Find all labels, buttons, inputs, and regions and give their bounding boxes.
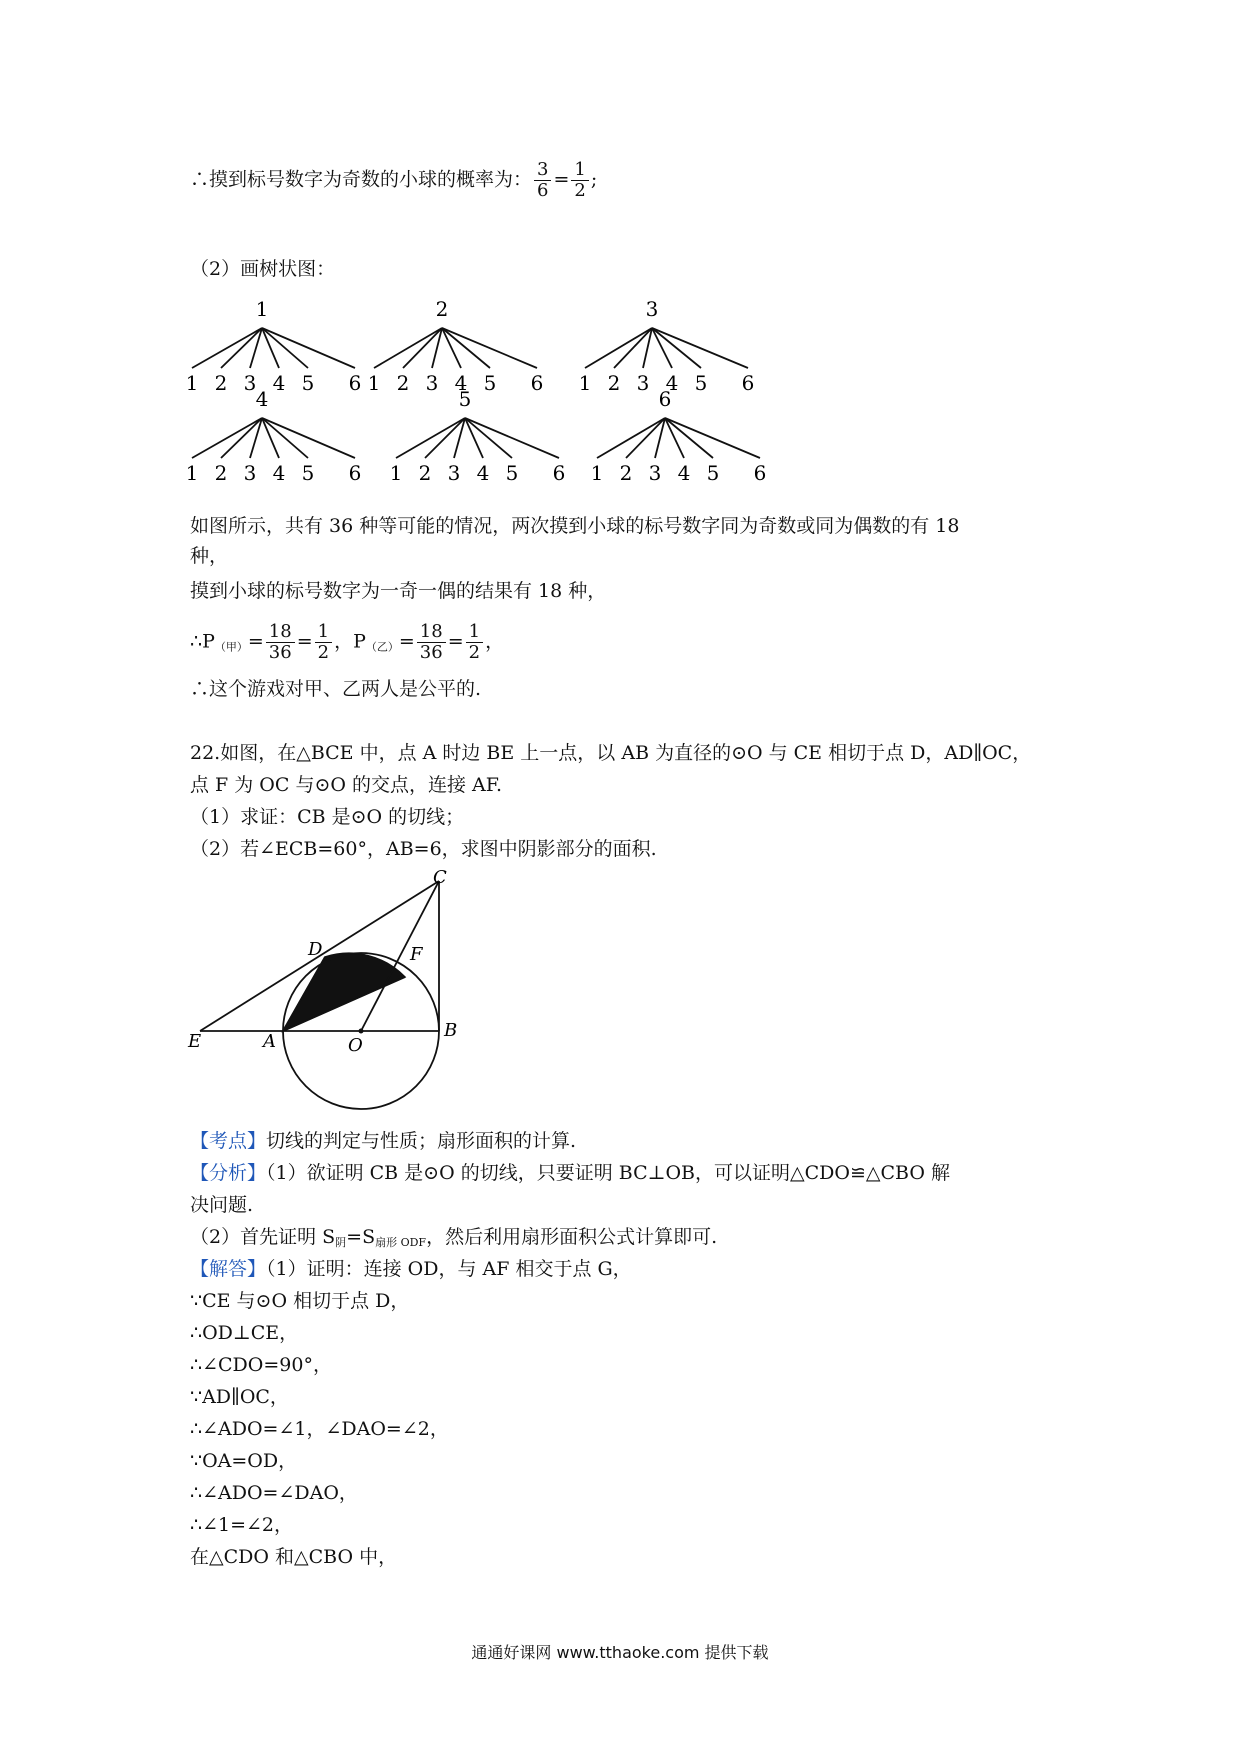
tree-leaf: 6 xyxy=(348,461,362,485)
label-F: F xyxy=(410,944,423,965)
kaodian-line: 【考点】切线的判定与性质；扇形面积的计算. xyxy=(190,1130,577,1152)
proof-step: ∴∠1=∠2， xyxy=(190,1514,294,1536)
tree-leaf: 4 xyxy=(476,461,490,485)
tree-diagrams xyxy=(0,290,1240,500)
footer: 通通好课网 www.tthaoke.com 提供下载 xyxy=(471,1643,769,1662)
tree-leaf: 5 xyxy=(694,371,708,395)
text-line: 种， xyxy=(190,545,229,567)
tree-leaf: 5 xyxy=(505,461,519,485)
tree-leaf: 3 xyxy=(636,371,650,395)
tree-leaf: 5 xyxy=(301,371,315,395)
tree-leaf: 1 xyxy=(185,461,199,485)
fraction-3-6: $\frac{3}{6}$ xyxy=(534,160,551,201)
tree-branch xyxy=(465,418,512,458)
tree-leaf: 2 xyxy=(214,371,228,395)
tree-leaf: 4 xyxy=(272,461,286,485)
tree-branch xyxy=(442,328,537,368)
tree-leaf: 6 xyxy=(753,461,767,485)
proof-step: ∵CE 与⊙O 相切于点 D， xyxy=(190,1290,410,1312)
tree-branch xyxy=(665,418,713,458)
proof-step: ∴∠CDO=90°， xyxy=(190,1354,332,1376)
question-22-part2: （2）若∠ECB=60°，AB=6，求图中阴影部分的面积. xyxy=(190,838,657,860)
tree-leaf: 1 xyxy=(389,461,403,485)
tree-branch xyxy=(652,328,672,368)
tree-root: 4 xyxy=(255,387,269,411)
tree-leaf: 4 xyxy=(677,461,691,485)
tree-leaf: 5 xyxy=(301,461,315,485)
tree-branch xyxy=(262,328,308,368)
tree-branch xyxy=(652,328,701,368)
conclusion: ∴这个游戏对甲、乙两人是公平的. xyxy=(190,678,482,700)
proof-step: ∴∠ADO=∠1，∠DAO=∠2， xyxy=(190,1418,449,1440)
tree-leaf: 4 xyxy=(665,371,679,395)
probability-line: ∴摸到标号数字为奇数的小球的概率为： $\frac{3}{6}$ = $\frac{1}{2}$ ; xyxy=(190,159,598,201)
fraction-1-2: $\frac{1}{2}$ xyxy=(571,160,588,201)
fenxi-line2: （2）首先证明 $S_阴=S_{扇形 ODF}$，然后利用扇形面积公式计算即可. xyxy=(190,1226,718,1249)
tree-leaf: 3 xyxy=(425,371,439,395)
tree-leaf: 2 xyxy=(418,461,432,485)
label-O: O xyxy=(348,1035,363,1056)
tree-leaf: 1 xyxy=(367,371,381,395)
tree-leaf: 3 xyxy=(243,371,257,395)
tree-leaf: 2 xyxy=(214,461,228,485)
tree-diagram-label: （2）画树状图： xyxy=(190,258,336,280)
label-A: A xyxy=(263,1031,276,1052)
label-C: C xyxy=(433,867,447,888)
tree-leaf: 3 xyxy=(648,461,662,485)
tree-leaf: 6 xyxy=(552,461,566,485)
fenxi-tag: 【分析】 xyxy=(190,1162,267,1184)
text-line: 摸到小球的标号数字为一奇一偶的结果有 18 种， xyxy=(190,580,607,602)
probability-text: ∴摸到标号数字为奇数的小球的概率为： xyxy=(190,168,533,191)
label-D: D xyxy=(308,939,323,960)
tree-leaf: 1 xyxy=(185,371,199,395)
tree-branch xyxy=(442,328,490,368)
fenxi-line-cont: 决问题. xyxy=(190,1194,254,1216)
proof-step: 在△CDO 和△CBO 中， xyxy=(190,1546,398,1568)
tree-branch xyxy=(652,328,748,368)
tree-leaf: 4 xyxy=(272,371,286,395)
question-22-part1: （1）求证：CB 是⊙O 的切线； xyxy=(190,806,465,828)
tree-leaf: 2 xyxy=(619,461,633,485)
tree-leaf: 5 xyxy=(706,461,720,485)
proof-step: ∵OA=OD， xyxy=(190,1450,298,1472)
tree-root: 5 xyxy=(458,387,472,411)
tree-leaf: 2 xyxy=(607,371,621,395)
tree-leaf: 3 xyxy=(243,461,257,485)
tree-root: 3 xyxy=(645,297,659,321)
proof-step: ∴∠ADO=∠DAO， xyxy=(190,1482,358,1504)
tree-leaf: 4 xyxy=(454,371,468,395)
probability-formula: $\therefore P_{(甲)}=$ $\frac{18}{36}$ = $\frac{1}{2}$ ，$P_{(乙)}=$ $\frac{18}{36}$ = $\frac{1}{2}$ ， xyxy=(190,621,505,663)
text-line: 如图所示，共有 36 种等可能的情况，两次摸到小球的标号数字同为奇数或同为偶数的有 18 xyxy=(190,515,960,537)
tree-branch xyxy=(262,418,308,458)
jieda-line: 【解答】（1）证明：连接 OD，与 AF 相交于点 G， xyxy=(190,1258,632,1280)
question-22-line2: 点 F 为 OC 与⊙O 的交点，连接 AF. xyxy=(190,774,503,796)
tree-leaf: 5 xyxy=(483,371,497,395)
tree-leaf: 6 xyxy=(741,371,755,395)
tree-leaf: 6 xyxy=(348,371,362,395)
shaded-region xyxy=(283,953,405,1031)
tree-leaf: 6 xyxy=(530,371,544,395)
fenxi-line: 【分析】（1）欲证明 CB 是⊙O 的切线，只要证明 BC⊥OB，可以证明△CDO≌△CBO 解 xyxy=(190,1162,950,1184)
tree-leaf: 1 xyxy=(578,371,592,395)
kaodian-tag: 【考点】 xyxy=(190,1130,267,1152)
tree-branch xyxy=(665,418,760,458)
jieda-tag: 【解答】 xyxy=(190,1258,267,1280)
label-B: B xyxy=(444,1020,458,1041)
tree-root: 1 xyxy=(255,297,269,321)
tree-root: 6 xyxy=(658,387,672,411)
tree-leaf: 2 xyxy=(396,371,410,395)
proof-step: ∴OD⊥CE， xyxy=(190,1322,299,1344)
tree-leaf: 3 xyxy=(447,461,461,485)
tree-leaf: 1 xyxy=(590,461,604,485)
proof-step: ∵AD∥OC， xyxy=(190,1386,289,1408)
question-22-line1: 22.如图，在△BCE 中，点 A 时边 BE 上一点，以 AB 为直径的⊙O 与 CE 相切于点 D，AD∥OC， xyxy=(190,742,1032,764)
label-E: E xyxy=(188,1031,202,1052)
geometry-figure xyxy=(185,865,505,1115)
tree-root: 2 xyxy=(435,297,449,321)
tree-branch xyxy=(465,418,559,458)
